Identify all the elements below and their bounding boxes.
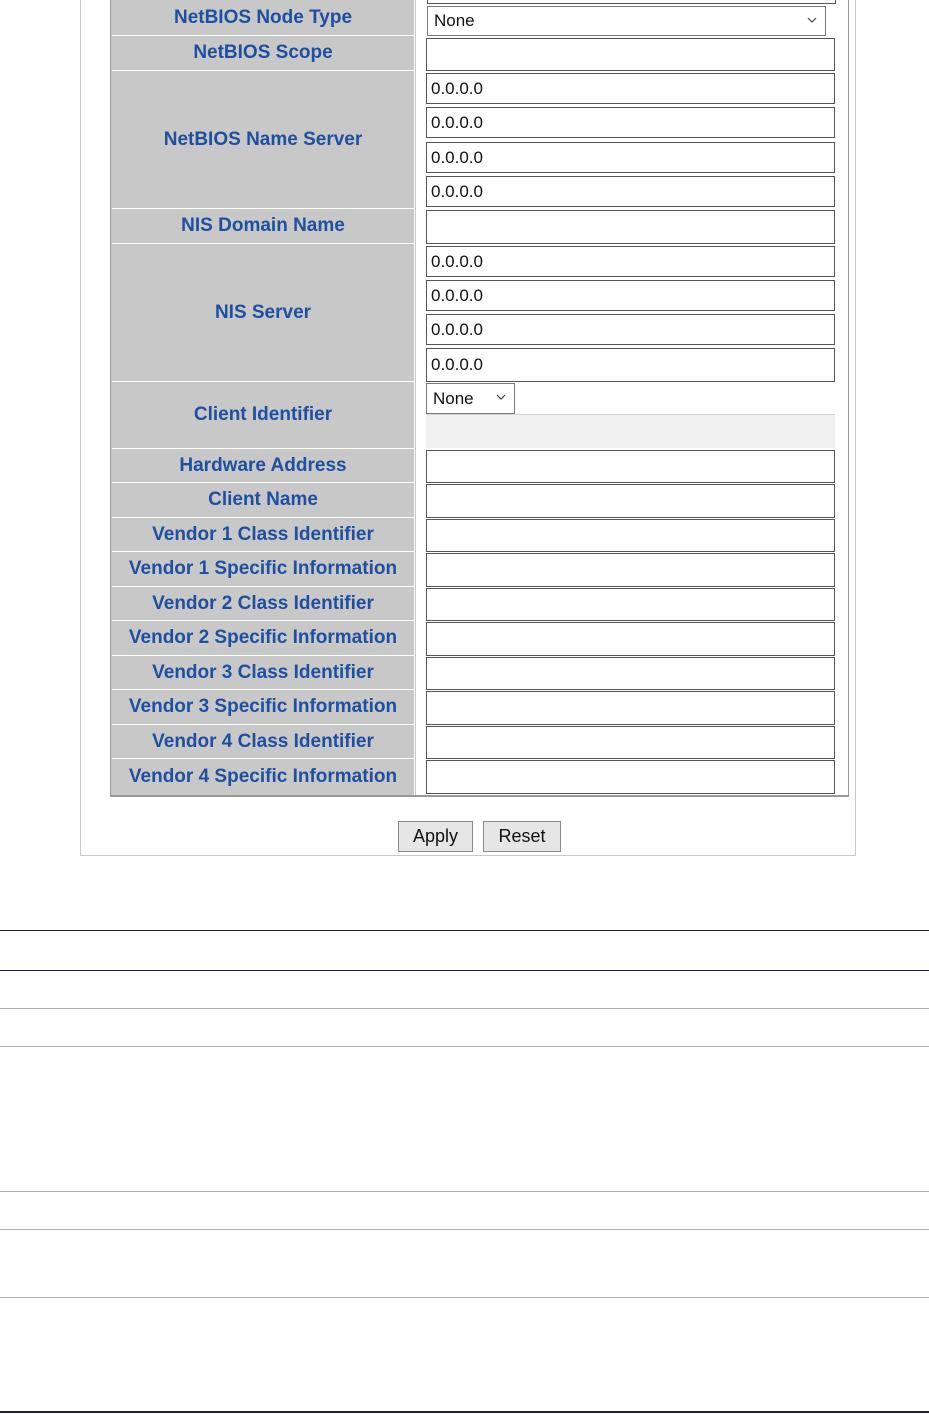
nis-domain-name-input[interactable] [426,210,835,244]
previous-field-edge [427,0,836,4]
client-name-label: Client Name [112,483,415,518]
nis-server-label: NIS Server [112,244,415,382]
hardware-address-input[interactable] [426,450,835,483]
vendor4-info-input[interactable] [426,760,835,794]
reset-button[interactable]: Reset [483,821,561,852]
chevron-down-icon [807,15,817,25]
nis-server-3-input[interactable]: 0.0.0.0 [426,314,835,345]
netbios-name-server-label: NetBIOS Name Server [112,71,415,209]
table-rule [0,1046,929,1047]
table-rule [0,1191,929,1192]
vendor3-info-label: Vendor 3 Specific Information [112,690,415,725]
table-rule [0,970,929,971]
table-rule [0,1008,929,1009]
panel-gap [81,624,95,855]
vendor2-class-label: Vendor 2 Class Identifier [112,587,415,621]
client-identifier-value-area [426,414,835,448]
netbios-node-type-value: None [434,11,475,30]
vendor4-info-label: Vendor 4 Specific Information [112,759,415,795]
table-rule [0,1297,929,1298]
vendor1-class-input[interactable] [426,519,835,552]
netbios-scope-input[interactable] [426,38,835,71]
vendor2-class-input[interactable] [426,588,835,621]
hardware-address-label: Hardware Address [112,449,415,483]
table-rule [0,1229,929,1230]
netbios-scope-label: NetBIOS Scope [112,36,415,71]
netbios-name-server-4-input[interactable]: 0.0.0.0 [426,176,835,207]
vendor3-info-input[interactable] [426,691,835,725]
vendor1-info-label: Vendor 1 Specific Information [112,552,415,587]
vendor4-class-input[interactable] [426,726,835,759]
apply-button[interactable]: Apply [398,821,473,852]
vendor2-info-input[interactable] [426,622,835,656]
table-rule [0,1411,929,1413]
client-name-input[interactable] [426,484,835,518]
nis-server-2-input[interactable]: 0.0.0.0 [426,280,835,311]
client-identifier-label: Client Identifier [112,382,415,449]
client-identifier-type-value: None [433,388,474,408]
vendor2-info-label: Vendor 2 Specific Information [112,621,415,656]
nis-domain-name-label: NIS Domain Name [112,209,415,244]
nis-server-1-input[interactable]: 0.0.0.0 [426,246,835,277]
nis-server-4-input[interactable]: 0.0.0.0 [426,348,835,382]
chevron-down-icon [496,392,506,402]
netbios-node-type-label: NetBIOS Node Type [112,0,415,36]
netbios-name-server-3-input[interactable]: 0.0.0.0 [426,142,835,173]
client-identifier-type-select[interactable] [426,383,515,414]
table-rule [0,930,929,931]
vendor3-class-input[interactable] [426,657,835,690]
vendor4-class-label: Vendor 4 Class Identifier [112,725,415,759]
vendor1-class-label: Vendor 1 Class Identifier [112,518,415,552]
netbios-name-server-1-input[interactable]: 0.0.0.0 [426,73,835,104]
netbios-name-server-2-input[interactable]: 0.0.0.0 [426,107,835,138]
vendor3-class-label: Vendor 3 Class Identifier [112,656,415,690]
vendor1-info-input[interactable] [426,553,835,587]
netbios-node-type-select[interactable] [427,6,826,36]
